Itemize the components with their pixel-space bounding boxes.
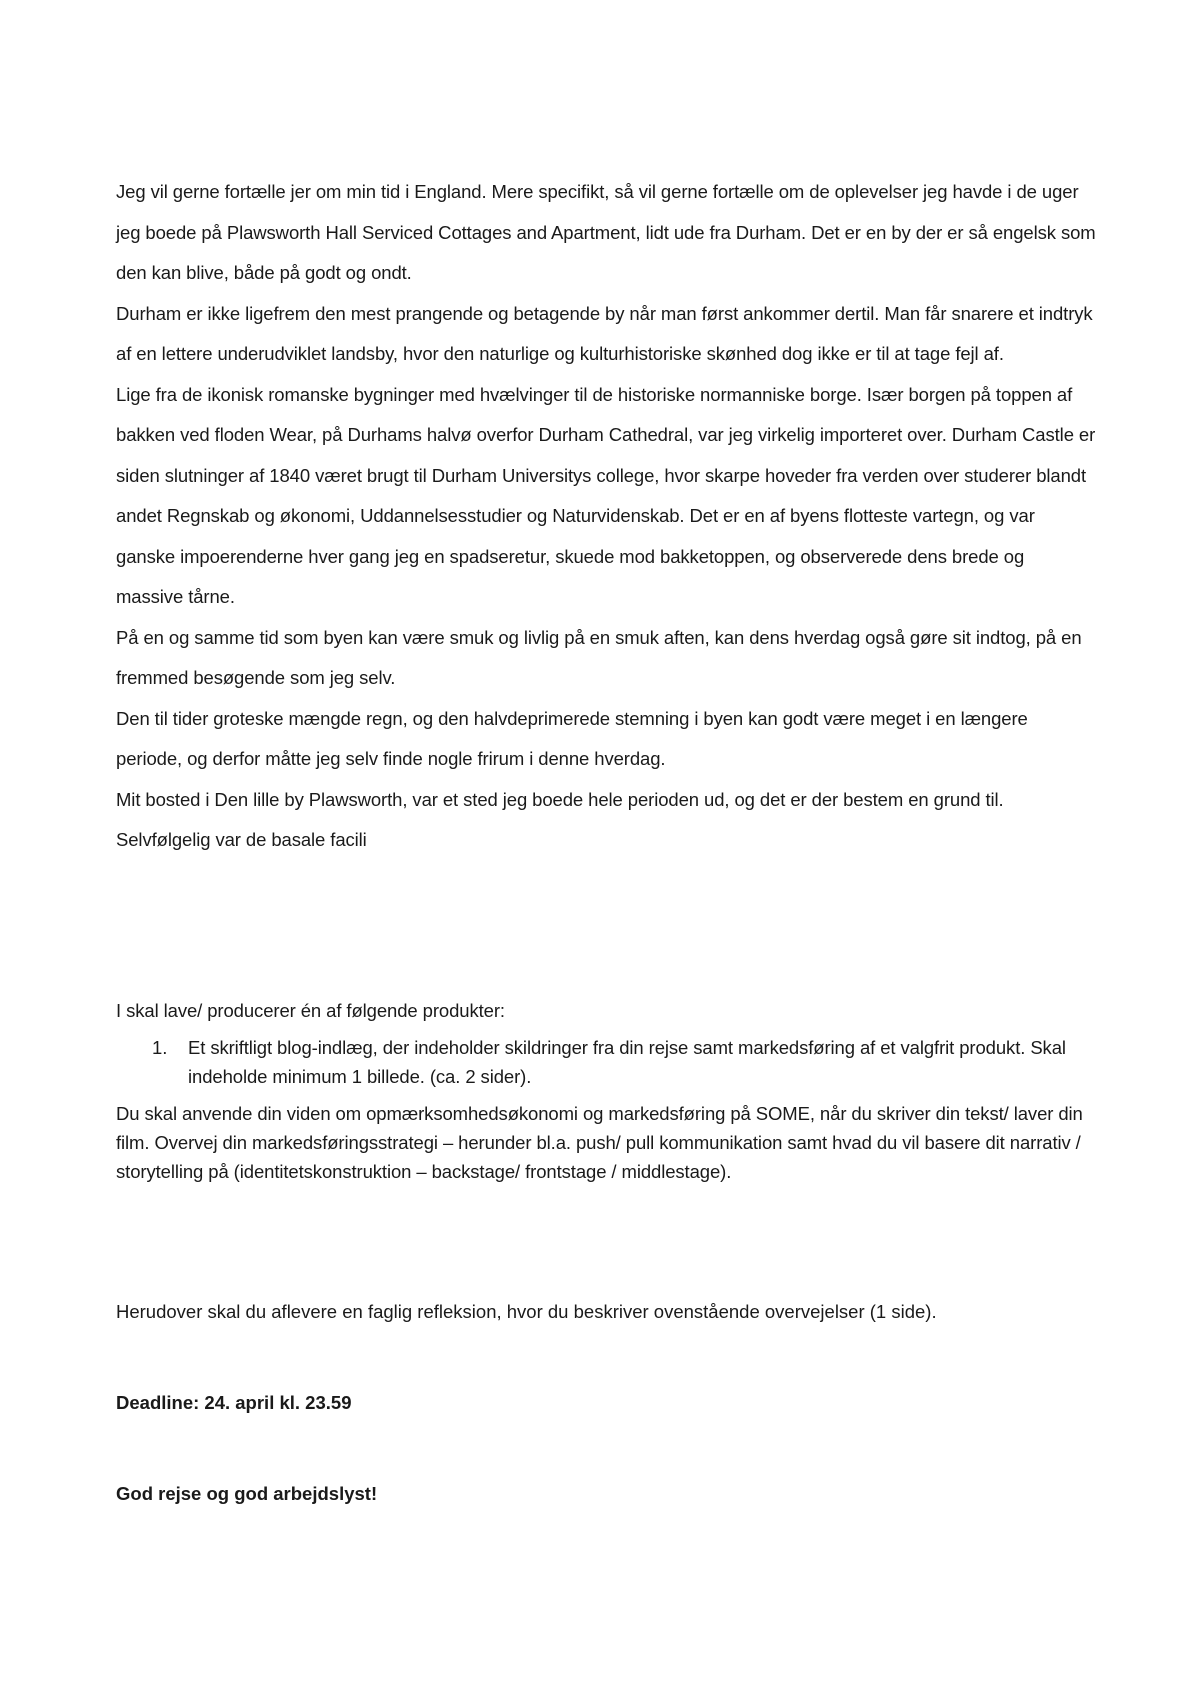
essay-paragraph: Durham er ikke ligefrem den mest prangende og betagende by når man først ankommer dertil. Man får snarere et indtryk af en lettere underudviklet landsby, hvor den naturlige og kulturhistoriske skønhed dog ikke er til at tage fejl af. [116, 302, 1093, 364]
closing-text: God rejse og god arbejdslyst! [116, 1483, 378, 1504]
essay-paragraph: Den til tider groteske mængde regn, og den halvdeprimerede stemning i byen kan godt være meget i en længere periode, og derfor måtte jeg selv finde nogle frirum i denne hverdag. [116, 707, 1028, 769]
essay-paragraph: Mit bosted i Den lille by Plawsworth, var et sted jeg boede hele perioden ud, og det er der bestem en grund til. Selvfølgelig var de basale facili [116, 788, 1004, 850]
assignment-intro: I skal lave/ producerer én af følgende produkter: [116, 1000, 505, 1021]
essay-paragraph: Jeg vil gerne fortælle jer om min tid i England. Mere specifikt, så vil gerne fortælle om de oplevelser jeg havde i de uger jeg boede på Plawsworth Hall Serviced Cottages and Apartment, lidt ude fra Durham. Det er en by der er så engelsk som den kan blive, både på godt og ondt. [116, 181, 1096, 283]
task-text: Et skriftligt blog-indlæg, der indeholder skildringer fra din rejse samt markedsføring af et valgfrit produkt. Skal indeholde minimum 1 billede. (ca. 2 sider). [188, 1037, 1066, 1087]
assignment-instructions: Du skal anvende din viden om opmærksomhedsøkonomi og markedsføring på SOME, når du skriver din tekst/ laver din film. Overvej din markedsføringsstrategi – herunder bl.a. push/ pull kommunikation samt hvad du vil basere dit narrativ / storytelling på (identitetskonstruktion – backstage/ frontstage / middlestage). [116, 1103, 1083, 1182]
essay-paragraph: Lige fra de ikonisk romanske bygninger med hvælvinger til de historiske normanniske borge. Især borgen på toppen af bakken ved floden Wear, på Durhams halvø overfor Durham Cathedral, var jeg virkelig importeret over. Durham Castle er siden slutninger af 1840 været brugt til Durham Universitys college, hvor skarpe hoveder fra verden over studerer blandt andet Regnskab og økonomi, Uddannelsesstudier og Naturvidenskab. Det er en af byens flotteste vartegn, og var ganske impoerenderne hver gang jeg en spadseretur, skuede mod bakketoppen, og observerede dens brede og massive tårne. [116, 383, 1096, 607]
task-list [116, 1033, 1096, 1091]
task-number: 1. [152, 1037, 168, 1058]
deadline-text: Deadline: 24. april kl. 23.59 [116, 1392, 352, 1413]
essay-text [116, 172, 1096, 861]
assignment-section [116, 996, 1096, 1186]
reflection-requirement: Herudover skal du aflevere en faglig refleksion, hvor du beskriver ovenstående overvejelser (1 side). [116, 1301, 937, 1322]
essay-paragraph: På en og samme tid som byen kan være smuk og livlig på en smuk aften, kan dens hverdag også gøre sit indtog, på en fremmed besøgende som jeg selv. [116, 626, 1082, 688]
task-item [152, 1033, 1096, 1091]
